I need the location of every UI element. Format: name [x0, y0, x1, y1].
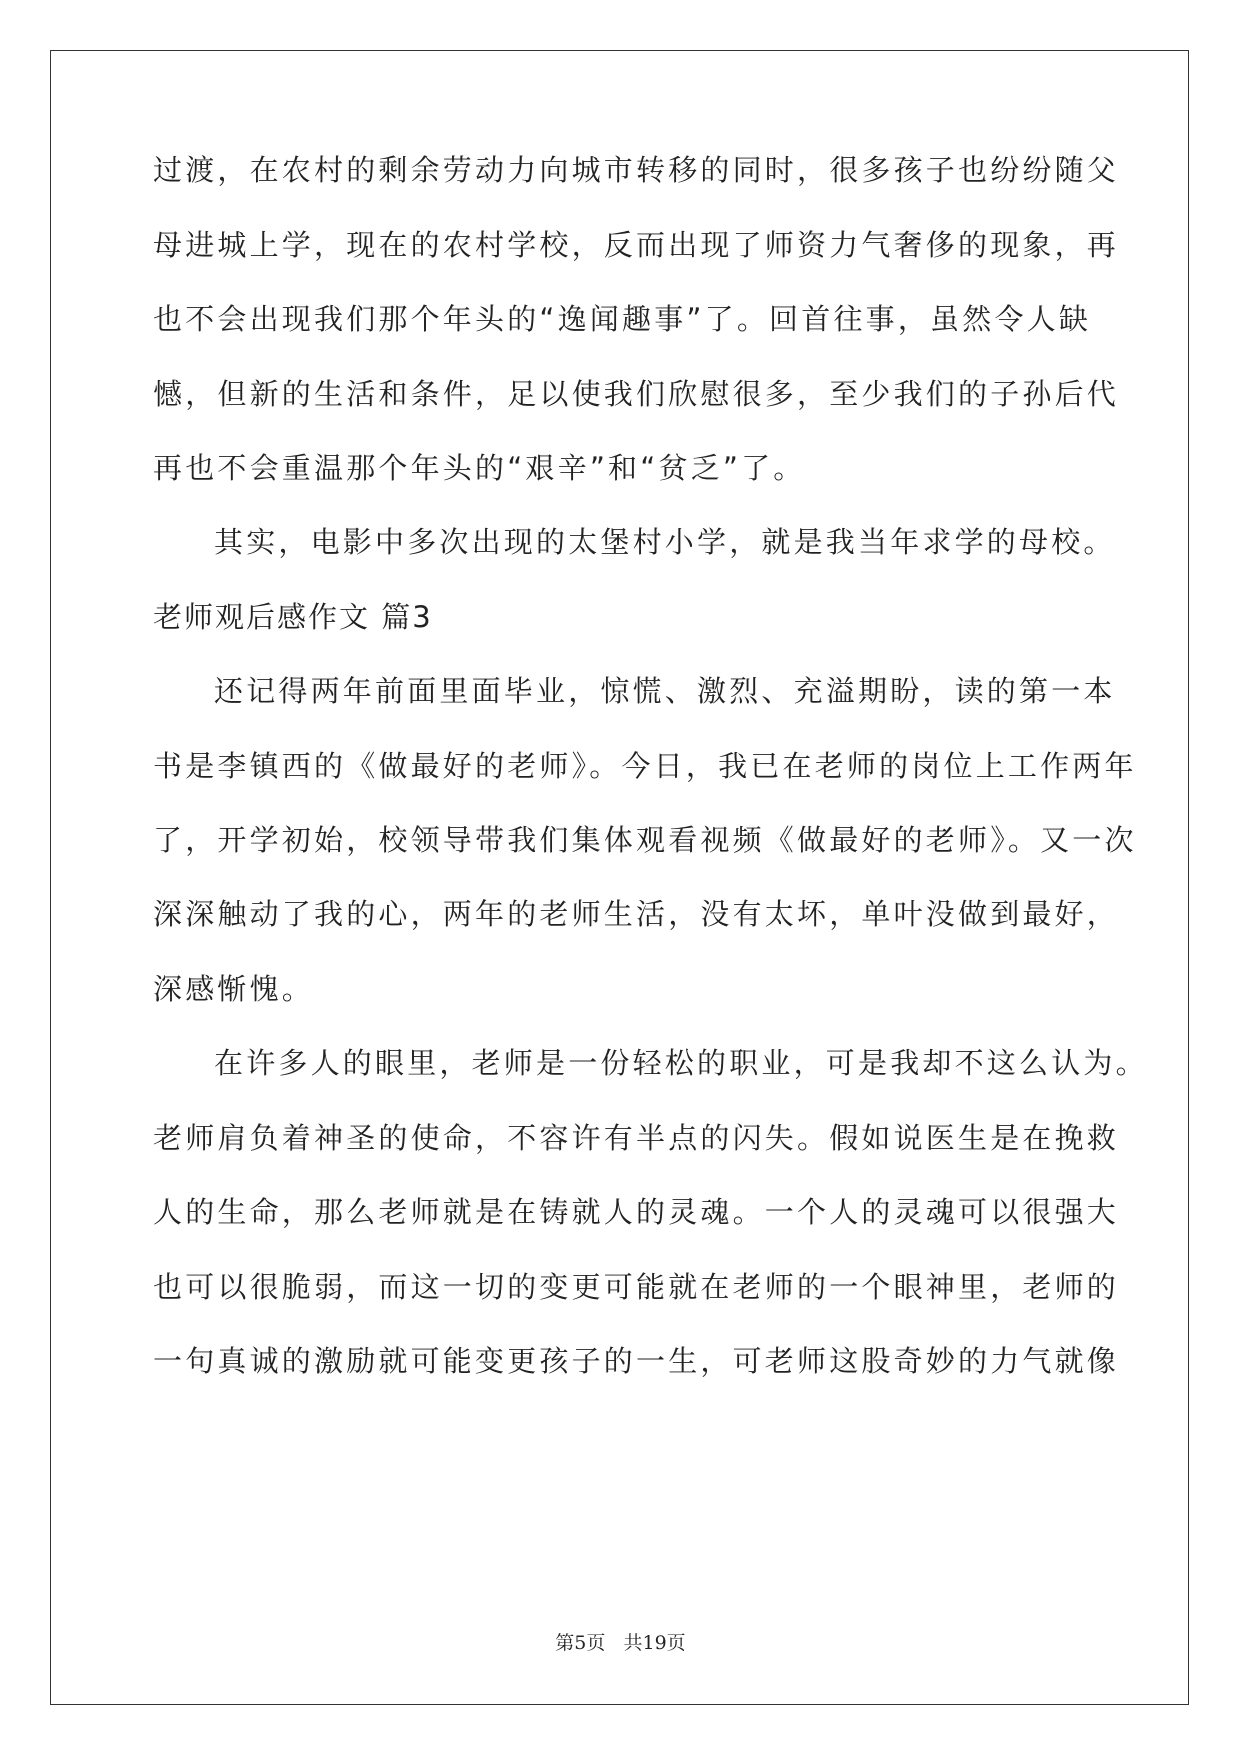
body-text-line: 母进城上学，现在的农村学校，反而出现了师资力气奢侈的现象，再: [153, 228, 1120, 262]
body-text-line: 了，开学初始，校领导带我们集体观看视频《做最好的老师》。又一次: [153, 823, 1137, 857]
body-text-line: 深深触动了我的心，两年的老师生活，没有太坏，单叶没做到最好，: [153, 897, 1120, 931]
body-text-line: 憾，但新的生活和条件，足以使我们欣慰很多，至少我们的子孙后代: [153, 377, 1120, 411]
section-heading: 老师观后感作文 篇3: [153, 600, 433, 634]
body-text-line: 在许多人的眼里，老师是一份轻松的职业，可是我却不这么认为。: [214, 1046, 1148, 1080]
body-text-line: 一句真诚的激励就可能变更孩子的一生，可老师这股奇妙的力气就像: [153, 1344, 1120, 1378]
body-text-line: 其实，电影中多次出现的太堡村小学，就是我当年求学的母校。: [214, 525, 1116, 559]
page-border: [50, 50, 1189, 1705]
body-text-line: 过渡，在农村的剩余劳动力向城市转移的同时，很多孩子也纷纷随父: [153, 153, 1120, 187]
page-number: 第5页 共19页: [555, 1632, 686, 1654]
body-text-line: 再也不会重温那个年头的“艰辛”和“贫乏”了。: [153, 451, 806, 485]
body-text-line: 也不会出现我们那个年头的“逸闻趣事”了。回首往事，虽然令人缺: [153, 302, 1092, 336]
body-text-line: 老师肩负着神圣的使命，不容许有半点的闪失。假如说医生是在挽救: [153, 1121, 1120, 1155]
body-text-line: 也可以很脆弱，而这一切的变更可能就在老师的一个眼神里，老师的: [153, 1270, 1120, 1304]
body-text-line: 深感惭愧。: [153, 972, 315, 1006]
body-text-line: 还记得两年前面里面毕业，惊慌、激烈、充溢期盼，读的第一本: [214, 674, 1116, 708]
body-text-line: 书是李镇西的《做最好的老师》。今日，我已在老师的岗位上工作两年: [153, 749, 1137, 783]
body-text-line: 人的生命，那么老师就是在铸就人的灵魂。一个人的灵魂可以很强大: [153, 1195, 1120, 1229]
